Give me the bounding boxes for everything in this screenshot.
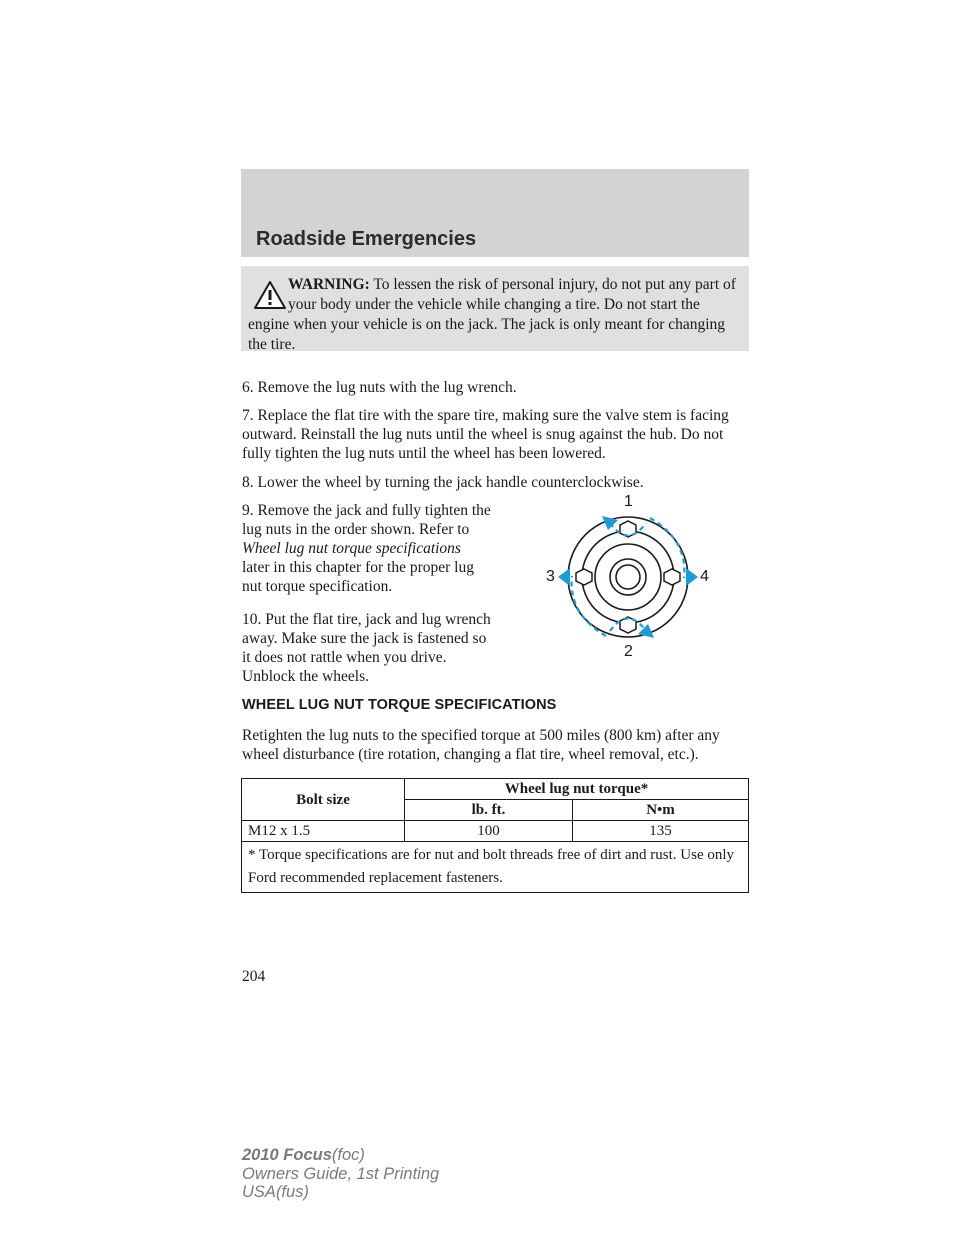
step-8: 8. Lower the wheel by turning the jack handle counterclockwise. — [242, 474, 644, 491]
cell-lbft: 100 — [405, 821, 573, 842]
section-title: Roadside Emergencies — [256, 228, 477, 250]
cell-nm: 135 — [573, 821, 749, 842]
section-intro: Retighten the lug nuts to the specified torque at 500 miles (800 km) after any wheel disturbance (tire rotation, changing a flat tire, wheel removal, etc.). — [242, 727, 720, 763]
lug-nuts — [576, 521, 680, 633]
warning-box — [241, 266, 749, 351]
cell-bolt-size: M12 x 1.5 — [242, 821, 405, 842]
header-nm: N•m — [573, 800, 749, 821]
warning-body: To lessen the risk of personal injury, do not put any part of your body under the vehicle while changing a tire. Do not start the engine when your vehicle is on the jack. The jack is only meant for changing the tire. — [248, 276, 736, 353]
lug-number-3: 3 — [546, 568, 555, 585]
section-header — [241, 169, 749, 257]
table-row — [242, 821, 749, 842]
lug-number-2: 2 — [624, 643, 633, 660]
footer-market: USA — [242, 1183, 276, 1201]
footer-model: 2010 Focus — [242, 1146, 332, 1164]
footer-model-code: (foc) — [331, 1146, 365, 1164]
footer-guide: Owners Guide, 1st Printing — [242, 1164, 440, 1183]
table-footnote: * Torque specifications are for nut and bolt threads free of dirt and rust. Use only Ford recommended replacement fasteners. — [242, 842, 749, 893]
document-footer — [242, 1146, 439, 1202]
lug-nut-order-diagram — [538, 490, 718, 660]
step-7: 7. Replace the flat tire with the spare tire, making sure the valve stem is facing outward. Reinstall the lug nuts until the wheel is snug against the hub. Do not fully tighten the lug nuts until the wheel has been lowered. — [242, 407, 729, 462]
step-9 — [242, 501, 492, 596]
section-heading: WHEEL LUG NUT TORQUE SPECIFICATIONS — [242, 697, 557, 713]
warning-text — [248, 275, 744, 355]
warning-label: WARNING: — [288, 276, 370, 293]
step-6: 6. Remove the lug nuts with the lug wrench. — [242, 379, 517, 396]
step-9-reference: Wheel lug nut torque specifications — [242, 540, 461, 557]
header-torque: Wheel lug nut torque* — [405, 779, 749, 800]
step-9-text-end: later in this chapter for the proper lug nut torque specification. — [242, 559, 474, 595]
footer-market-code: (fus) — [275, 1183, 309, 1201]
header-bolt-size: Bolt size — [242, 779, 405, 821]
torque-table — [241, 778, 749, 893]
step-9-text: 9. Remove the jack and fully tighten the lug nuts in the order shown. Refer to — [242, 502, 491, 538]
header-lbft: lb. ft. — [405, 800, 573, 821]
page-number: 204 — [242, 968, 266, 985]
step-10: 10. Put the flat tire, jack and lug wrench away. Make sure the jack is fastened so it does not rattle when you drive. Unblock the wheels. — [242, 611, 491, 685]
lug-number-4: 4 — [700, 568, 709, 585]
lug-number-1: 1 — [624, 493, 633, 510]
